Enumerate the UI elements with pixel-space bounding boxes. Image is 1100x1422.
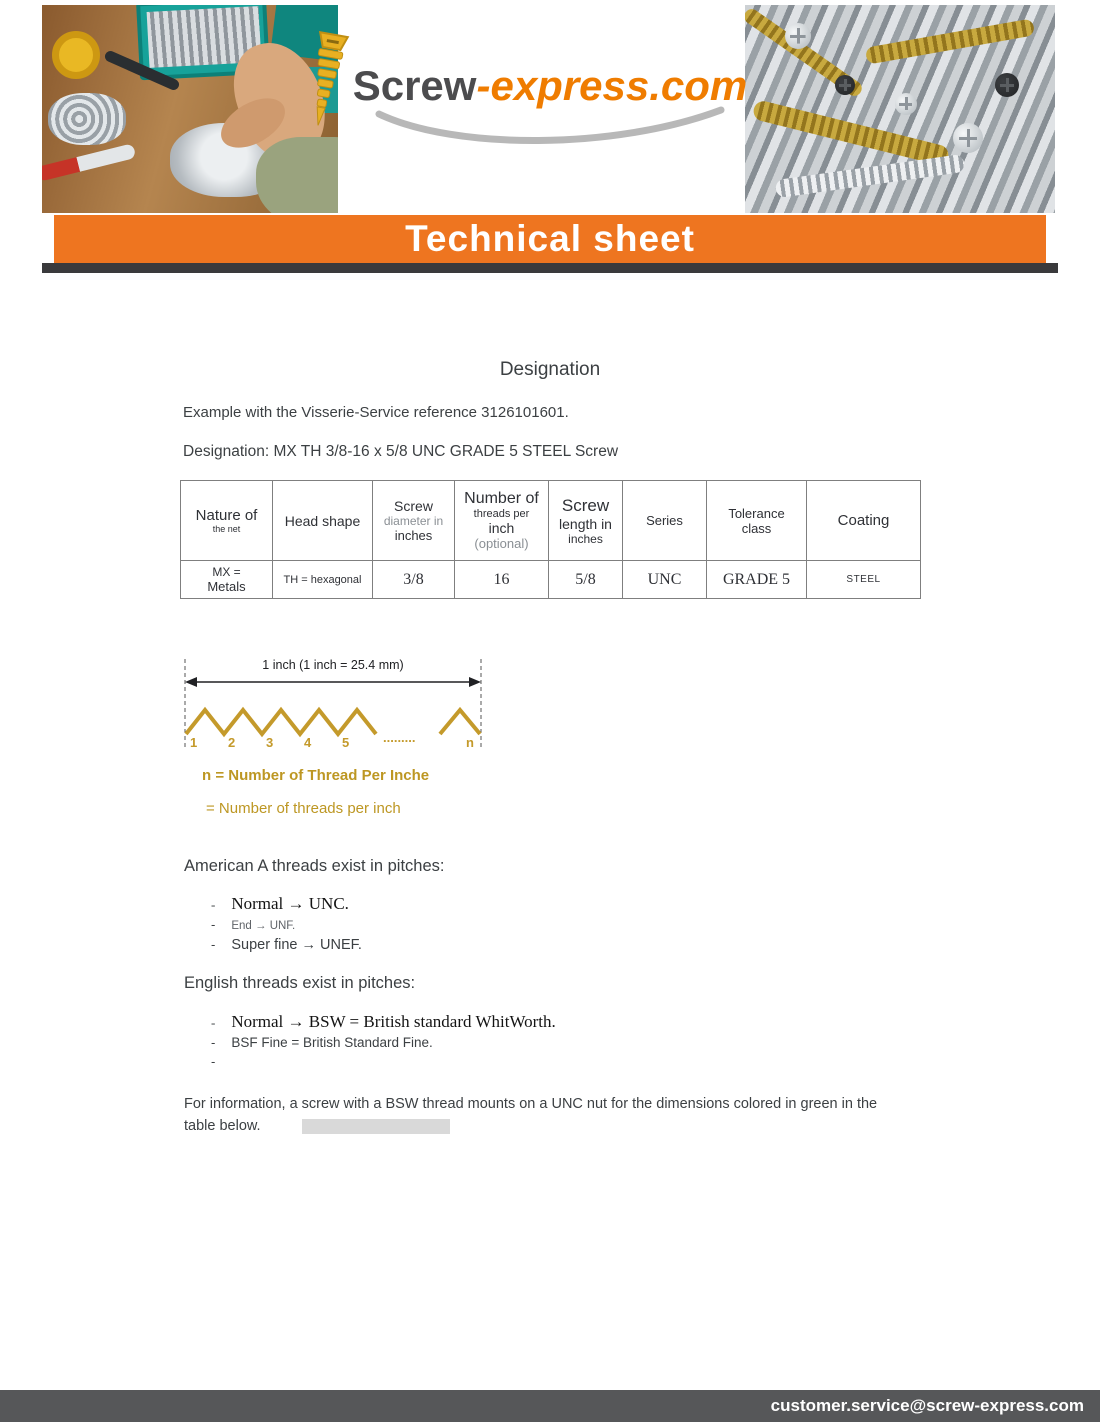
col-header-line: Coating: [837, 512, 890, 529]
col-header-line: Series: [646, 513, 683, 528]
screw-head-icon: [785, 23, 811, 49]
list-item: [211, 1012, 556, 1032]
screws-pile-photo: [745, 5, 1055, 213]
list-item: [211, 1035, 556, 1050]
table-data-row: [181, 561, 921, 599]
col-head-shape: [273, 481, 373, 561]
thread-dots: .........: [383, 730, 416, 745]
col-header-line: threads per: [473, 508, 530, 520]
bullet-dash: -: [211, 937, 216, 952]
col-coating: [807, 481, 921, 561]
cell-head-shape: TH = hexagonal: [273, 561, 373, 599]
bullet-dash: -: [211, 1035, 216, 1050]
list-item: [211, 917, 362, 932]
table-header-row: [181, 481, 921, 561]
col-header-line: Screw: [561, 495, 610, 515]
screw-head-icon: [995, 73, 1019, 97]
gold-screw-2: [865, 18, 1035, 64]
thread-diagram: [178, 656, 490, 756]
screw-head-icon: [953, 123, 983, 153]
thread-number: 1: [190, 735, 198, 750]
thread-n-label: n: [466, 735, 474, 750]
cell-coating: STEEL: [807, 561, 921, 599]
list-item: [211, 937, 362, 953]
diagram-caption-bold: n = Number of Thread Per Inche: [202, 767, 430, 784]
banner: [54, 215, 1046, 263]
cell-line: MX =: [212, 565, 241, 579]
list-item-text: Normal → UNC.: [231, 894, 349, 913]
bsw-unc-note: For information, a screw with a BSW thread mounts on a UNC nut for the dimensions colored in green in the table below.: [184, 1096, 878, 1134]
col-length: [549, 481, 623, 561]
thread-zigzag: [186, 710, 376, 734]
bullet-dash: -: [211, 917, 216, 932]
cell-length: 5/8: [549, 561, 623, 599]
washers: [48, 93, 126, 145]
gold-screw-1: [752, 99, 951, 167]
silver-screw: [775, 154, 966, 198]
arrow-right-head: [469, 677, 481, 687]
cell-diameter: 3/8: [373, 561, 455, 599]
divider-strip: [42, 263, 1058, 273]
col-header-line: diameter in: [383, 514, 444, 528]
footer: [0, 1390, 1100, 1422]
diagram-caption-plain: = Number of threads per inch: [206, 800, 401, 817]
sleeve: [256, 137, 338, 213]
american-threads-heading: American A threads exist in pitches:: [184, 857, 445, 875]
thread-number: 2: [228, 735, 236, 750]
header: [0, 0, 1100, 215]
cell-threads: 16: [455, 561, 549, 599]
screwdriver: [42, 143, 136, 182]
logo-text-express: -express.com: [476, 62, 748, 109]
bullet-dash: -: [211, 1054, 216, 1069]
cell-series: UNC: [623, 561, 707, 599]
banner-title: Technical sheet: [405, 218, 695, 259]
col-tolerance: [707, 481, 807, 561]
thread-number: 5: [342, 735, 350, 750]
col-header-line: class: [741, 520, 772, 536]
arrow-left-head: [185, 677, 197, 687]
col-nature: [181, 481, 273, 561]
logo-text-screw: Screw: [352, 62, 477, 109]
col-header-line: inch: [488, 520, 515, 536]
col-header-line: length in: [559, 515, 612, 532]
tape-measure: [52, 31, 100, 79]
list-item-text: End → UNF.: [231, 920, 296, 932]
col-header-line: Nature of: [195, 507, 258, 524]
list-item-text: Normal → BSW = British standard WhitWorth.: [231, 1012, 556, 1031]
logo-swoosh: [365, 106, 735, 152]
logo-text: [352, 62, 748, 110]
list-item-text: Super fine → UNEF.: [231, 937, 362, 953]
content: [0, 273, 1100, 1390]
col-header-line: inches: [394, 528, 433, 543]
col-header-line: inches: [568, 531, 603, 546]
list-item: [211, 894, 362, 914]
example-line: Example with the Visserie-Service reference 3126101601.: [183, 404, 569, 421]
screw-head-icon: [895, 93, 917, 115]
list-item: [211, 1054, 556, 1069]
list-item-text: BSF Fine = British Standard Fine.: [231, 1035, 433, 1050]
cell-line: Metals: [207, 579, 246, 594]
american-threads-list: [211, 894, 362, 957]
english-threads-list: [211, 1012, 556, 1073]
cell-nature: [181, 561, 273, 599]
bullet-dash: -: [211, 897, 216, 912]
col-header-line: Number of: [464, 490, 539, 507]
col-threads-per-inch: [455, 481, 549, 561]
highlight-box: [302, 1119, 450, 1134]
footer-email: customer.service@screw-express.com: [770, 1396, 1084, 1415]
screw-head-icon: [835, 75, 855, 95]
col-header-line: the net: [212, 524, 241, 534]
designation-table: [180, 480, 921, 599]
cell-tolerance: GRADE 5: [707, 561, 807, 599]
col-header-line: Screw: [394, 498, 433, 514]
col-series: [623, 481, 707, 561]
thread-number: 3: [266, 735, 274, 750]
page-title: Designation: [499, 359, 601, 380]
designation-line: Designation: MX TH 3/8-16 x 5/8 UNC GRADE 5 STEEL Screw: [183, 443, 619, 460]
logo: [352, 62, 748, 152]
col-header-line: Head shape: [284, 512, 361, 529]
thread-number: 4: [304, 735, 312, 750]
bullet-dash: -: [211, 1015, 216, 1030]
col-header-line: Tolerance: [728, 505, 785, 521]
col-header-line: (optional): [474, 536, 529, 551]
col-diameter: [373, 481, 455, 561]
inch-label: 1 inch (1 inch = 25.4 mm): [262, 658, 404, 672]
english-threads-heading: English threads exist in pitches:: [184, 974, 416, 992]
thread-zigzag-end: [440, 710, 480, 734]
